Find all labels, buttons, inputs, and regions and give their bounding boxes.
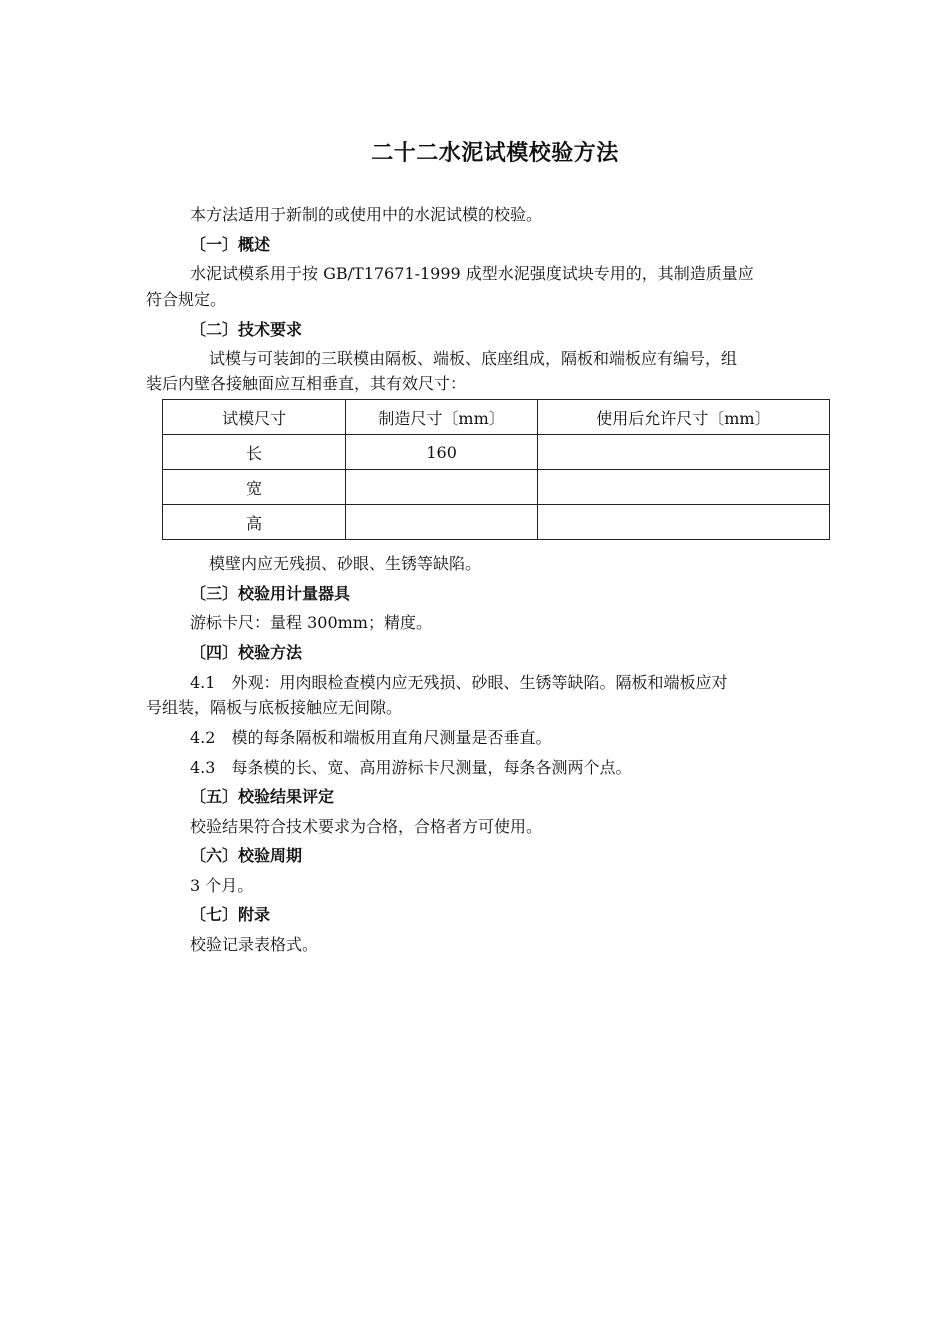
table-header-cell: 制造尺寸〔mm〕	[346, 400, 538, 435]
section-6-text: 3 个月。	[190, 876, 254, 895]
section-7-text: 校验记录表格式。	[190, 935, 319, 954]
table-cell	[346, 470, 538, 505]
page-title: 二十二水泥试模校验方法	[371, 141, 619, 166]
table-cell: 160	[346, 435, 538, 470]
section-4-item-2: 4.2 模的每条隔板和端板用直角尺测量是否垂直。	[190, 728, 552, 747]
section-3-text: 游标卡尺：量程 300mm；精度。	[190, 613, 432, 632]
intro-text: 本方法适用于新制的或使用中的水泥试模的校验。	[190, 205, 543, 224]
table-cell: 宽	[163, 470, 346, 505]
table-row	[163, 470, 830, 505]
section-4-item-1-line-1: 4.1 外观：用肉眼检查模内应无残损、砂眼、生锈等缺陷。隔板和端板应对	[190, 673, 728, 692]
section-2-text-line-2: 装后内壁各接触面应互相垂直，其有效尺寸：	[146, 374, 467, 393]
section-2-text-line-1: 试模与可装卸的三联模由隔板、端板、底座组成，隔板和端板应有编号，组	[209, 349, 738, 368]
section-3-heading: 〔三〕校验用计量器具	[190, 584, 351, 603]
section-4-heading: 〔四〕校验方法	[190, 643, 303, 662]
section-6-heading: 〔六〕校验周期	[190, 846, 303, 865]
section-7-heading: 〔七〕附录	[190, 905, 271, 924]
section-2-after-table: 模壁内应无残损、砂眼、生锈等缺陷。	[209, 554, 482, 573]
table-cell	[537, 470, 829, 505]
table-cell	[537, 505, 829, 540]
section-1-text-line-1: 水泥试模系用于按 GB/T17671-1999 成型水泥强度试块专用的，其制造质量应	[190, 264, 754, 283]
table-header-row	[163, 400, 830, 435]
section-4-item-3: 4.3 每条模的长、宽、高用游标卡尺测量，每条各测两个点。	[190, 758, 632, 777]
table-header-cell: 使用后允许尺寸〔mm〕	[537, 400, 829, 435]
table-row	[163, 435, 830, 470]
section-1-text-line-2: 符合规定。	[146, 290, 227, 309]
table-cell	[346, 505, 538, 540]
table-header-cell: 试模尺寸	[163, 400, 346, 435]
dimension-table	[162, 399, 830, 540]
section-2-heading: 〔二〕技术要求	[190, 320, 303, 339]
section-5-text: 校验结果符合技术要求为合格，合格者方可使用。	[190, 817, 543, 836]
section-4-item-1-line-2: 号组装，隔板与底板接触应无间隙。	[146, 698, 403, 717]
section-1-heading: 〔一〕概述	[190, 235, 271, 254]
section-5-heading: 〔五〕校验结果评定	[190, 787, 335, 806]
table-row	[163, 505, 830, 540]
table-cell: 高	[163, 505, 346, 540]
table-cell: 长	[163, 435, 346, 470]
table-cell	[537, 435, 829, 470]
